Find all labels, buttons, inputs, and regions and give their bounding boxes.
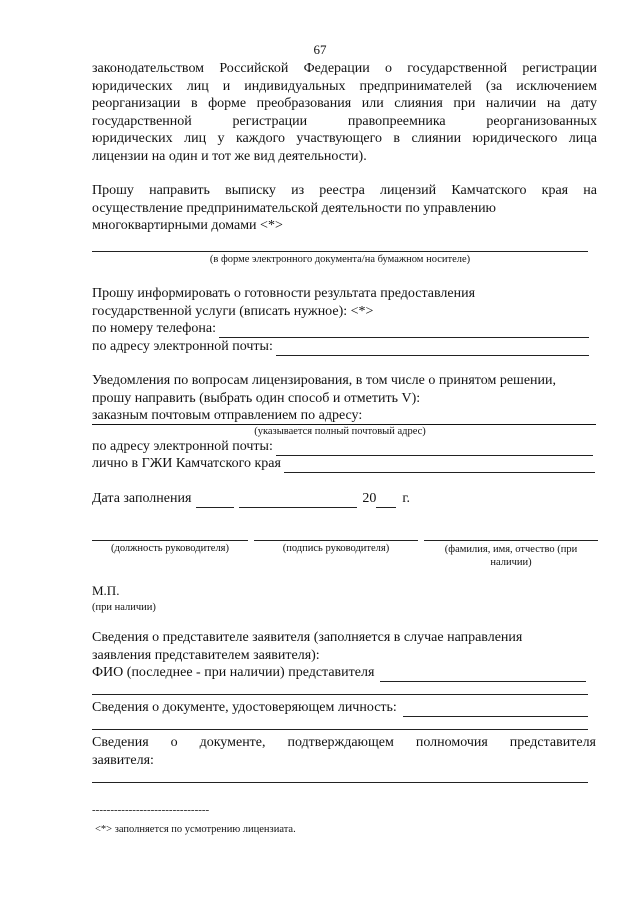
signature-field[interactable] xyxy=(254,540,418,541)
intro-line: государственной регистрации правопреемника реорганизованных xyxy=(92,113,597,129)
phone-row xyxy=(92,320,589,338)
stamp-note: (при наличии) xyxy=(92,602,156,613)
date-month-field[interactable] xyxy=(239,494,357,508)
rep-fio-row xyxy=(92,664,586,682)
inform-paragraph xyxy=(92,285,597,320)
date-day-field[interactable] xyxy=(196,494,234,508)
extract-format-field[interactable] xyxy=(92,251,588,252)
fio-caption xyxy=(424,543,598,569)
representative-paragraph xyxy=(92,629,597,664)
footnote-text: <*> заполняется по усмотрению лицензиата. xyxy=(95,824,296,835)
inform-line: государственной услуги (вписать нужное): <*> xyxy=(92,303,374,319)
authority-doc-field[interactable] xyxy=(92,782,588,783)
notify-email-field[interactable] xyxy=(276,442,593,456)
identity-doc-label: Сведения о документе, удостоверяющем личность: xyxy=(92,700,397,715)
notify-email-label: по адресу электронной почты: xyxy=(92,439,273,454)
notify-email-row xyxy=(92,438,593,456)
date-suffix: г. xyxy=(402,491,411,506)
representative-line: заявления представителем заявителя): xyxy=(92,647,320,663)
intro-line: законодательством Российской Федерации о государственной регистрации xyxy=(92,61,597,76)
intro-line: юридических лиц у каждого участвующего в слиянии юридического лица xyxy=(92,131,597,146)
request-extract-line: осуществление предпринимательской деятельности по управлению xyxy=(92,200,497,216)
date-year-field[interactable] xyxy=(376,494,396,508)
position-caption: (должность руководителя) xyxy=(110,543,230,554)
in-person-label: лично в ГЖИ Камчатского края xyxy=(92,456,281,471)
position-field[interactable] xyxy=(92,540,248,541)
authority-doc-paragraph xyxy=(92,734,596,769)
authority-doc-line: заявителя: xyxy=(92,752,154,768)
intro-line: реорганизации в форме преобразования или слияния при наличии на дату xyxy=(92,96,597,111)
fio-caption-line: (фамилия, имя, отчество (при xyxy=(444,544,578,555)
signature-caption: (подпись руководителя) xyxy=(282,543,390,554)
extract-format-caption: (в форме электронного документа/на бумажном носителе) xyxy=(209,254,471,265)
in-person-field[interactable] xyxy=(284,459,595,473)
request-extract-line: многоквартирными домами <*> xyxy=(92,218,283,233)
intro-paragraph xyxy=(92,60,597,165)
notifications-paragraph xyxy=(92,372,597,407)
date-year-prefix: 20 xyxy=(362,491,377,506)
inform-email-row xyxy=(92,338,589,356)
phone-field[interactable] xyxy=(219,324,589,338)
mail-address-caption: (указывается полный почтовый адрес) xyxy=(254,426,426,437)
representative-line: Сведения о представителе заявителя (заполняется в случае направления xyxy=(92,630,523,645)
inform-email-label: по адресу электронной почты: xyxy=(92,339,273,354)
request-extract-paragraph xyxy=(92,182,597,235)
mail-address-field[interactable] xyxy=(92,424,596,425)
notifications-line: Уведомления по вопросам лицензирования, в том числе о принятом решении, xyxy=(92,373,557,388)
footnote-separator: -------------------------------- xyxy=(92,804,210,816)
authority-doc-line: Сведения о документе, подтверждающем полномочия представителя xyxy=(92,735,596,750)
page-number: 67 xyxy=(313,42,327,57)
identity-doc-row xyxy=(92,699,588,717)
inform-email-field[interactable] xyxy=(276,342,589,356)
identity-doc-field[interactable] xyxy=(403,703,588,717)
date-label: Дата заполнения xyxy=(92,491,192,506)
stamp-label: М.П. xyxy=(92,583,120,598)
intro-line: лицензии на один и тот же вид деятельности). xyxy=(92,148,367,164)
rep-fio-label: ФИО (последнее - при наличии) представителя xyxy=(92,665,375,680)
fio-caption-line: наличии) xyxy=(490,557,532,568)
fio-field[interactable] xyxy=(424,540,598,541)
inform-line: Прошу информировать о готовности результата предоставления xyxy=(92,286,476,301)
request-extract-line: Прошу направить выписку из реестра лицензий Камчатского края на xyxy=(92,183,597,198)
intro-line: юридических лиц и индивидуальных предпринимателей (за исключением xyxy=(92,78,597,94)
rep-fio-field[interactable] xyxy=(380,668,586,682)
phone-label: по номеру телефона: xyxy=(92,321,216,336)
rep-fio-extra-line[interactable] xyxy=(92,694,588,695)
notifications-line: прошу направить (выбрать один способ и отметить V): xyxy=(92,390,421,406)
mail-label: заказным почтовым отправлением по адресу: xyxy=(92,408,363,423)
in-person-row xyxy=(92,455,595,473)
date-row xyxy=(92,490,452,508)
identity-doc-extra-line[interactable] xyxy=(92,729,588,730)
